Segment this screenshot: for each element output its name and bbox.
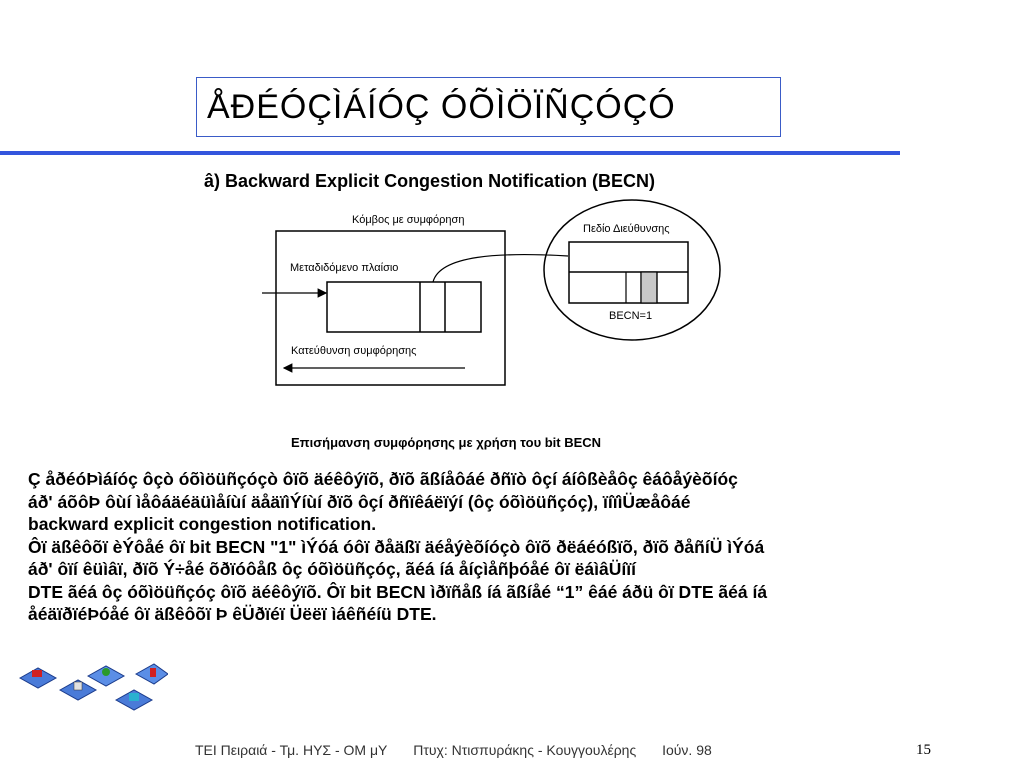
becn-bit <box>641 272 657 303</box>
direction-label: Κατεύθυνση συμφόρησης <box>291 345 417 357</box>
frame-rect <box>327 282 481 332</box>
body-line: áð' áõôÞ ôùí ìåôáäéäüìåíùí äåäïìÝíùí ðïõ ôçí ðñïêáëïýí (ôç óõìöüñçóç), ïíïìÜæåôáé <box>28 491 691 512</box>
puzzle-network-icon <box>18 660 168 715</box>
body-line: backward explicit congestion notification. <box>28 514 377 534</box>
footer-date: Ιούν. 98 <box>662 742 712 758</box>
body-line: DTE ãéá ôç óõìöüñçóç ôïõ äéêôýïõ. Ôï bit BECN ìðïñåß íá ãßíåé “1” êáé áðü ôï DTE ãéá íá <box>28 581 768 602</box>
body-line: Ôï äßêôõï èÝôåé ôï bit BECN "1" ìÝóá óôï ðåäßï äéåýèõíóçò ôïõ ðëáéóßïõ, ðïõ ðåñíÜ ìÝóá <box>28 536 765 557</box>
footer <box>195 742 734 758</box>
slide-title: ÅÐÉÓÇÌÁÍÓÇ ÓÕÌÖÏÑÇÓÇÓ <box>207 88 676 126</box>
node-label: Κόμβος με συμφόρηση <box>352 214 465 226</box>
congested-node-box <box>276 231 505 385</box>
footer-thesis: Πτυχ: Ντισπυράκης - Κουγγουλέρης <box>413 742 637 758</box>
zoom-connector <box>433 255 568 282</box>
address-field-label: Πεδίο Διεύθυνσης <box>583 223 670 235</box>
frame-label: Μεταδιδόμενο πλαίσιο <box>290 262 399 274</box>
diagram-caption: Επισήμανση συμφόρησης με χρήση του bit BECN <box>291 435 602 450</box>
body-line: åéäïðïéÞóåé ôï äßêôõï Þ êÜðïéï Üëëï ìáêñéíü DTE. <box>28 604 437 624</box>
body-line: áð' ôïí êüìâï, ðïõ Ý÷åé õðïóôåß ôç óõìöüñçóç, ãéá íá åíçìåñþóåé ôï ëáìâÜíïí <box>28 559 636 579</box>
becn-label: BECN=1 <box>609 310 653 322</box>
body-line: Ç åðéóÞìáíóç ôçò óõìöüñçóçò ôïõ äéêôýïõ, ðïõ ãßíåôáé ðñïò ôçí áíôßèåôç êáôåýèõíóç <box>28 469 738 489</box>
slide-subtitle: â) Backward Explicit Congestion Notification (BECN) <box>204 171 656 191</box>
body-paragraph <box>28 468 1008 626</box>
footer-institution: ΤΕΙ Πειραιά - Τμ. ΗΥΣ - ΟΜ μΥ <box>195 742 388 758</box>
page-number: 15 <box>916 742 931 758</box>
